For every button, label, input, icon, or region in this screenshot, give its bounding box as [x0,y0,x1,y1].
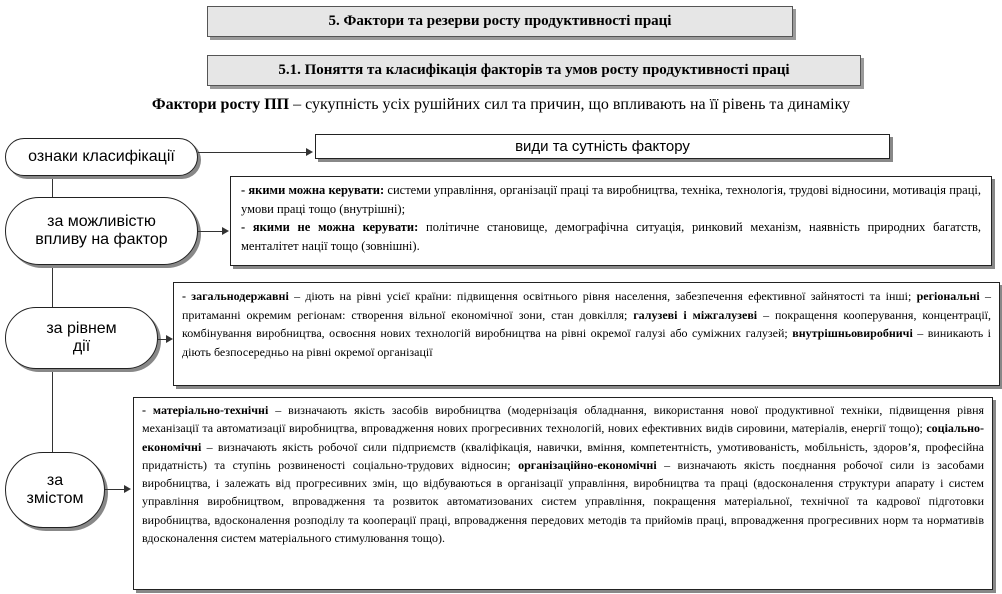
label-by-content-text: за змістом [26,471,84,507]
definition-term: Фактори росту ПП [151,96,290,113]
label-by-level [5,307,158,369]
header-arrow-line [198,152,310,153]
label-by-level-text: за рівнем дії [46,319,117,355]
section-title [207,6,793,37]
row3-arrow-head [124,485,131,493]
label-by-influence [5,197,198,265]
label-by-content [5,452,105,528]
label-by-influence-text: за можливістю впливу на фактор [35,212,168,248]
classification-header-text: ознаки класифікації [28,147,175,165]
row1-arrow-line [198,231,225,232]
subsection-title-text: 5.1. Поняття та класифікація факторів та умов росту продуктивності праці [278,62,790,78]
classification-header [5,138,198,176]
header-arrow-head [306,148,313,156]
types-header-text: види та сутність фактору [515,138,690,155]
definition [0,96,1002,114]
subsection-title [207,55,861,86]
content-types: - матеріально-технічні – визначають якість засобів виробництва (модернізація обладнання, використання нової продуктивної техніки, підвищення рівня механізації та автоматизації виробництва, впровадження нових прогресивних технологій, нових ефективних видів сировини, матеріалів, енергії тощо); соціально-економічні – визначають якість робочої сили підприємств (кваліфікація, навички, вміння, компетентність, умотивованість, мобільність, здоров’я, професійна придатність) та ступінь розвиненості соціально-трудових відносин; організаційно-економічні – визначають якість поєднання робочої сили із засобами виробництва, і залежать від прогресивних змін, що відбуваються в організації управління, виробництва та праці (вдосконалення структури апарату і систем управління виробництвом, впровадження та розвиток автоматизованих систем управління, покращення матеріальної, технічної та кадрової підготовки виробництва, вдосконалення розподілу та кооперації праці, впровадження передових методів та прийомів праці, впровадження прогресивних норм та нормативів вдосконалення систем матеріального стимулювання тощо). [133,397,993,590]
section-title-text: 5. Фактори та резерви росту продуктивності праці [328,13,672,29]
row3-arrow-line [105,489,125,490]
row1-arrow-head [222,227,229,235]
row2-arrow-head [166,335,173,343]
level-content: - загальнодержавні – діють на рівні усієї країни: підвищення освітнього рівня населення, забезпечення ефективної зайнятості та інші; регіональні – притаманні окремим регіонам: створення вільної економічної зони, стан довкілля; галузеві і міжгалузеві – покращення кооперування, концентрації, комбінування виробництва, освоєння нових технологій виробництва на рівні окремої галузі або суміжних галузей; внутрішньовиробничі – виникають і діють безпосередньо на рівні окремої організації [173,282,1000,386]
definition-text: – сукупність усіх рушійних сил та причин, що впливають на її рівень та динаміку [289,96,851,113]
types-header [315,134,890,159]
influence-content: - якими можна керувати: системи управління, організації праці та виробництва, техніка, технологія, трудові відносини, мотивація праці, умови праці тощо (внутрішні); - якими не можна керувати: політичне становище, демографічна ситуація, ринковий механізм, наявність природних багатств, менталітет нації тощо (зовнішні). [230,176,992,266]
